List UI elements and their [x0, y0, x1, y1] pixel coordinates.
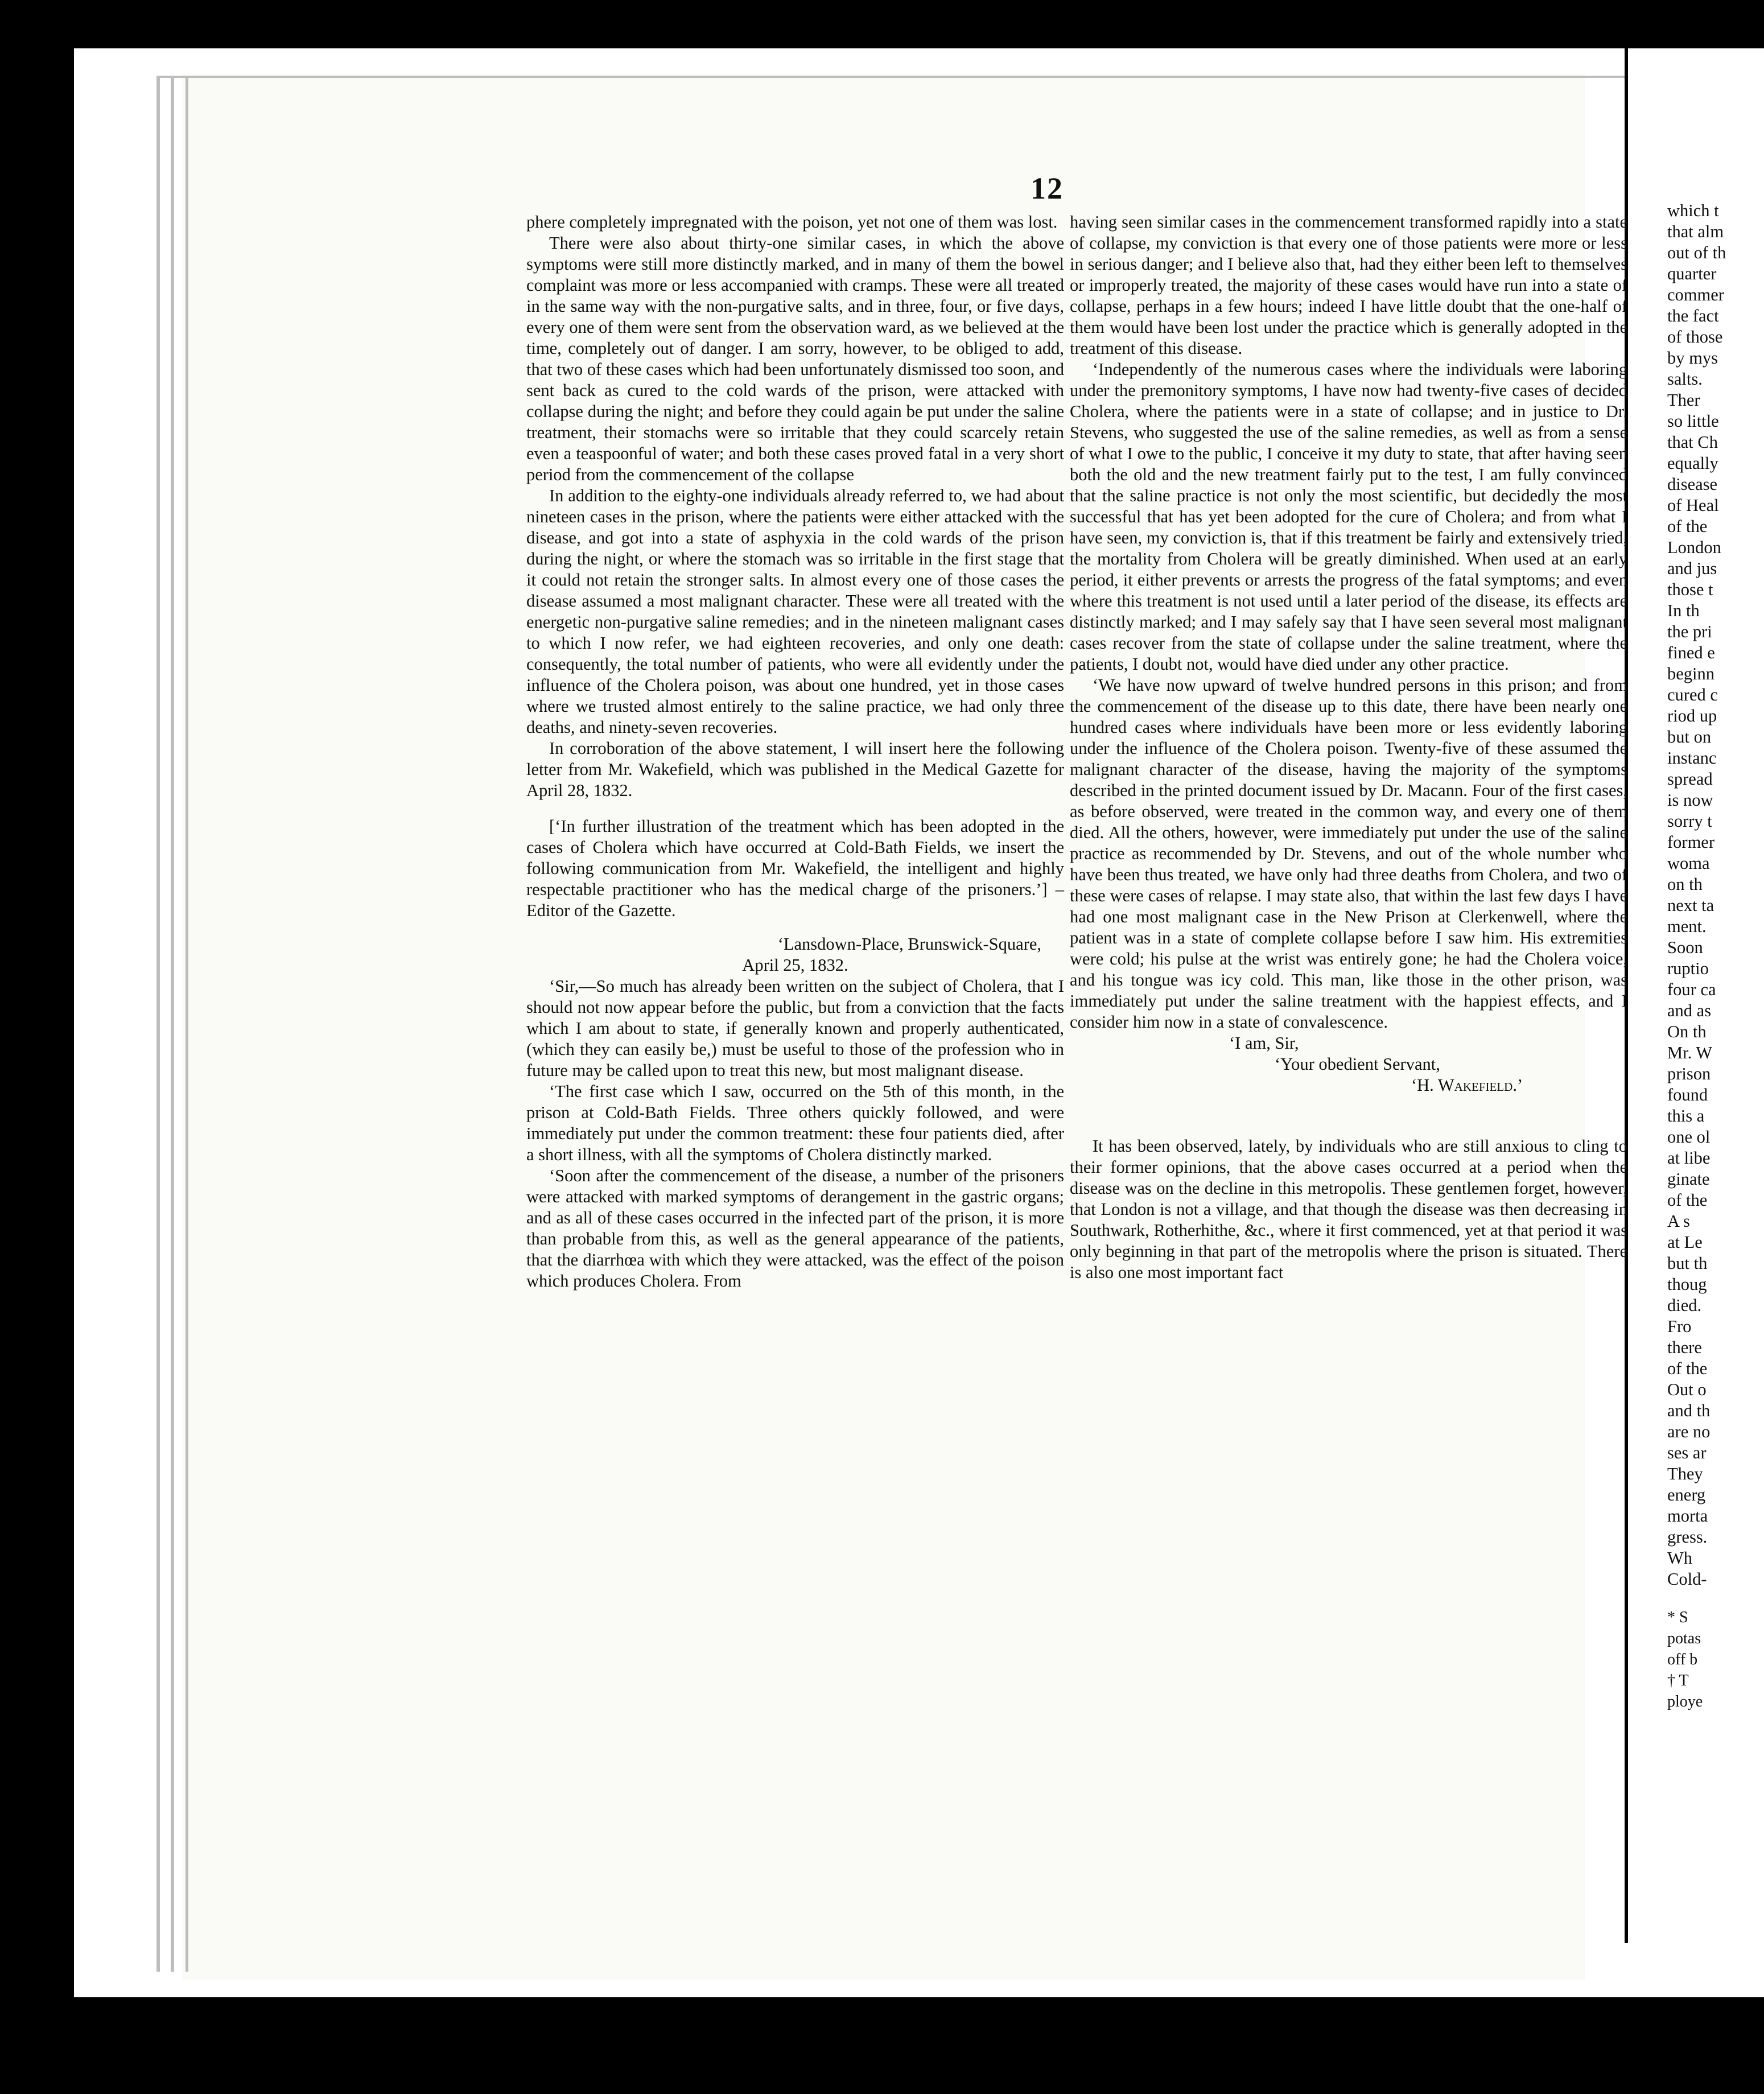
right-fragment-line: instanc [1667, 748, 1717, 768]
right-fragment-line: riod up [1667, 706, 1717, 726]
right-fragment-line: is now [1667, 790, 1713, 810]
right-fragment-line: commer [1667, 285, 1724, 304]
right-footnote-line: † T [1667, 1672, 1689, 1689]
right-fragment-line: of the [1667, 517, 1708, 536]
right-fragment-line: Mr. W [1667, 1043, 1713, 1062]
letter-paragraph: ‘Soon after the commencement of the disease, a number of the prisoners were attacked with marked symptoms of derangement in the gastric organs; and as all of these cases occurred in the infected part of the prison, it is more than probable from this, as well as the general appearance of the patients, that the diarrhœa with which they were attacked, was the effect of the poison which produces Cholera. From [526, 1166, 1064, 1291]
right-fragment-line: four ca [1667, 980, 1716, 999]
right-fragment-line: of Heal [1667, 496, 1719, 515]
right-fragment-line: A s [1667, 1211, 1690, 1231]
right-fragment-line: cured c [1667, 685, 1718, 704]
page-number: 12 [1031, 171, 1064, 205]
paragraph: ‘We have now upward of twelve hundred persons in this prison; and from the commencement of the disease up to this date, there have been nearly one hundred cases where individuals have been more or less evidently laboring under the influence of the Cholera poison. Twenty-five of these assumed the malignant character of the disease, having the majority of the symptoms described in the printed document issued by Dr. Macann. Four of the first cases, as before observed, were treated in the common way, and every one of them died. All the others, however, were immediately put under the use of the saline practice as recommended by Dr. Stevens, and out of the whole number who have been thus treated, we have only had three deaths from Cholera, and two of these were cases of relapse. I may state also, that within the last few days I have had one most malignant case in the New Prison at Clerkenwell, where the patient was in a state of complete collapse before I saw him. His extremities were cold; his pulse at the wrist was entirely gone; he had the Cholera voice, and his tongue was icy cold. This man, like those in the other prison, was immediately put under the saline treatment with the happiest effects, and I consider him now in a state of convalescence. [1070, 675, 1627, 1032]
page-edge-1 [156, 77, 160, 1972]
signature-name: ‘H. Wakefield.’ [1411, 1075, 1523, 1095]
right-fragment-line: died. [1667, 1296, 1702, 1315]
right-fragment-line: equally [1667, 454, 1718, 473]
right-fragment-line: sorry t [1667, 811, 1712, 831]
signature-salutation: ‘I am, Sir, [1229, 1033, 1299, 1053]
right-fragment-line: London [1667, 538, 1721, 557]
paragraph: In corroboration of the above statement, I will insert here the following letter from Mr. Wakefield, which was published in the Medical Gazette for April 28, 1832. [526, 739, 1064, 800]
right-fragment-line: Cold- [1667, 1569, 1707, 1589]
right-fragment-line: the fact [1667, 306, 1719, 325]
right-fragment-line: which t [1667, 201, 1719, 220]
right-fragment-line: one ol [1667, 1127, 1711, 1147]
right-fragment-line: Ther [1667, 390, 1700, 410]
closing-paragraph: It has been observed, lately, by individuals who are still anxious to cling to their former opinions, that the above cases occurred at a period when the disease was on the decline in this metropolis. These gentlemen forget, however, that London is not a village, and that though the disease was then decreasing in Southwark, Rotherhithe, &c., where it first commenced, yet at that period it was only beginning in that part of the metropolis where the prison is situated. There is also one most important fact [1070, 1136, 1627, 1282]
right-fragment-line: Soon [1667, 938, 1703, 957]
page-edge-2 [171, 77, 174, 1972]
scan-top-border [0, 0, 1764, 48]
page-top-edge [156, 76, 1625, 78]
right-footnote-line: off b [1667, 1651, 1698, 1668]
paragraph: There were also about thirty-one similar cases, in which the above symptoms were still more distinctly marked, and in many of them the bowel complaint was more or less accompanied with cramps. These were all treated in the same way with the non-purgative salts, and in three, four, or five days, every one of them were sent from the observation ward, as we believed at the time, completely out of danger. I am sorry, however, to be obliged to add, that two of these cases which had been unfortunately dismissed too soon, and sent back as cured to the cold wards of the prison, were attacked with collapse during the night; and before they could again be put under the saline treatment, their stomachs were so irritable that they could scarcely retain even a teaspoonful of water; and both these cases proved fatal in a very short period from the commencement of the collapse [526, 233, 1064, 484]
scan-bottom-border [0, 1997, 1764, 2094]
right-fragment-line: On th [1667, 1022, 1707, 1041]
right-fragment-line: and th [1667, 1401, 1711, 1420]
right-fragment-line: but on [1667, 727, 1712, 747]
middle-column [1070, 212, 1627, 1283]
right-fragment-line: but th [1667, 1254, 1708, 1273]
right-fragment-line: morta [1667, 1506, 1708, 1526]
right-fragment-line: of the [1667, 1190, 1708, 1210]
right-fragment-line: found [1667, 1085, 1708, 1104]
right-fragment-line: this a [1667, 1106, 1705, 1126]
right-fragment-line: energ [1667, 1485, 1706, 1504]
paragraph: ‘Independently of the numerous cases where the individuals were laboring under the premonitory symptoms, I have now had twenty-five cases of decided Cholera, where the patients were in a state of collapse; and in justice to Dr. Stevens, who suggested the use of the saline remedies, as well as from a sense of what I owe to the public, I conceive it my duty to state, that after having seen both the old and the new treatment fairly put to the test, I am fully convinced that the saline practice is not only the most scientific, but decidedly the most successful that has yet been adopted for the cure of Cholera; and from what I have seen, my conviction is, that if this treatment be fairly and extensively tried, the mortality from Cholera will be greatly diminished. When used at an early period, it either prevents or arrests the progress of the fatal symptoms; and even where this treatment is not used until a later period of the disease, its effects are distinctly marked; and I may safely say that I have seen several most malignant cases recover from the state of collapse under the saline treatment, where the patients, I doubt not, would have died under any other practice. [1070, 360, 1627, 674]
letter-paragraph: ‘Sir,—So much has already been written on the subject of Cholera, that I should not now appear before the public, but from a conviction that the facts which I am about to state, if generally known and properly authenticated, (which they can easily be,) must be useful to those of the profession who in future may be called upon to treat this new, but most malignant disease. [526, 976, 1064, 1080]
right-fragment-line: at libe [1667, 1148, 1711, 1168]
right-fragment-line: of those [1667, 327, 1723, 347]
right-fragment-line: at Le [1667, 1233, 1703, 1252]
right-fragment-line: ses ar [1667, 1443, 1707, 1462]
right-fragment-line: They [1667, 1464, 1703, 1483]
right-fragment-line: by mys [1667, 348, 1718, 368]
paragraph: phere completely impregnated with the poison, yet not one of them was lost. [526, 212, 1058, 232]
right-fragment-line: thoug [1667, 1275, 1707, 1294]
right-fragment-line: of the [1667, 1359, 1708, 1378]
right-column-fragments [1667, 200, 1764, 1712]
right-fragment-line: Fro [1667, 1317, 1692, 1336]
right-fragment-line: those t [1667, 580, 1713, 599]
right-fragment-line: out of th [1667, 243, 1726, 262]
right-fragment-line: fined e [1667, 643, 1715, 662]
right-fragment-line: prison [1667, 1064, 1711, 1083]
right-footnote-line: potas [1667, 1630, 1701, 1647]
right-fragment-line: and as [1667, 1001, 1712, 1020]
right-fragment-line: so little [1667, 411, 1719, 431]
dateline-place: ‘Lansdown-Place, Brunswick-Square, [777, 934, 1041, 954]
right-fragment-line: ruptio [1667, 959, 1709, 978]
right-fragment-line: gress. [1667, 1527, 1708, 1547]
right-fragment-line: that alm [1667, 222, 1724, 241]
page-edge-3 [186, 77, 188, 1972]
right-footnote-line: ploye [1667, 1693, 1703, 1710]
right-fragment-line: ginate [1667, 1169, 1710, 1189]
right-fragment-line: Wh [1667, 1548, 1693, 1568]
paragraph: having seen similar cases in the commencement transformed rapidly into a state of collapse, my conviction is that every one of those patients were more or less in serious danger; and I believe also that, had they either been left to themselves or improperly treated, the majority of these cases would have run into a state of collapse, perhaps in a few hours; indeed I have little doubt that the one-half of them would have been lost under the practice which is generally adopted in the treatment of this disease. [1070, 212, 1627, 358]
right-fragment-line: spread [1667, 769, 1713, 789]
signature-closing: ‘Your obedient Servant, [1275, 1054, 1440, 1074]
left-column [526, 212, 1064, 1292]
paragraph: In addition to the eighty-one individuals already referred to, we had about nineteen cases in the prison, where the patients were either attacked with the disease, and got into a state of asphyxia in the cold wards of the prison during the night, or where the stomach was so irritable in the first stage that it could not retain the stronger salts. In almost every one of those cases the disease assumed a most malignant character. These were all treated with the energetic non-purgative saline remedies; and in the nineteen malignant cases to which I now refer, we had eighteen recoveries, and only one death: consequently, the total number of patients, who were all evidently under the influence of the Cholera poison, was about one hundred, yet in those cases where we trusted almost entirely to the saline practice, we had only three deaths, and ninety-seven recoveries. [526, 486, 1064, 737]
right-fragment-line: and jus [1667, 559, 1717, 578]
right-fragment-line: ment. [1667, 917, 1707, 936]
scan-left-border [0, 0, 74, 2094]
right-fragment-line: on th [1667, 875, 1703, 894]
right-fragment-line: quarter [1667, 264, 1717, 283]
right-fragment-line: woma [1667, 854, 1710, 873]
right-fragment-line: next ta [1667, 896, 1714, 915]
right-fragment-line: the pri [1667, 622, 1712, 641]
right-fragment-line: beginn [1667, 664, 1715, 683]
right-fragment-line: that Ch [1667, 432, 1718, 452]
dateline-date: April 25, 1832. [742, 955, 848, 975]
right-fragment-line: are no [1667, 1422, 1711, 1441]
right-fragment-line: disease [1667, 475, 1718, 494]
right-fragment-line: In th [1667, 601, 1700, 620]
right-fragment-line: salts. [1667, 369, 1703, 389]
right-fragment-line: former [1667, 832, 1714, 852]
editor-note: [‘In further illustration of the treatment which has been adopted in the cases of Cholera which have occurred at Cold-Bath Fields, we insert the following communication from Mr. Wakefield, the intelligent and highly respectable practitioner who has the medical charge of the prisoners.’] –Editor of the Gazette. [526, 817, 1064, 920]
right-fragment-line: there [1667, 1338, 1702, 1357]
right-fragment-line: Out o [1667, 1380, 1707, 1399]
right-footnote-line: * S [1667, 1609, 1688, 1626]
letter-paragraph: ‘The first case which I saw, occurred on the 5th of this month, in the prison at Cold-Bath Fields. Three others quickly followed, and were immediately put under the common treatment: these four patients died, after a short illness, with all the symptoms of Cholera distinctly marked. [526, 1082, 1064, 1164]
